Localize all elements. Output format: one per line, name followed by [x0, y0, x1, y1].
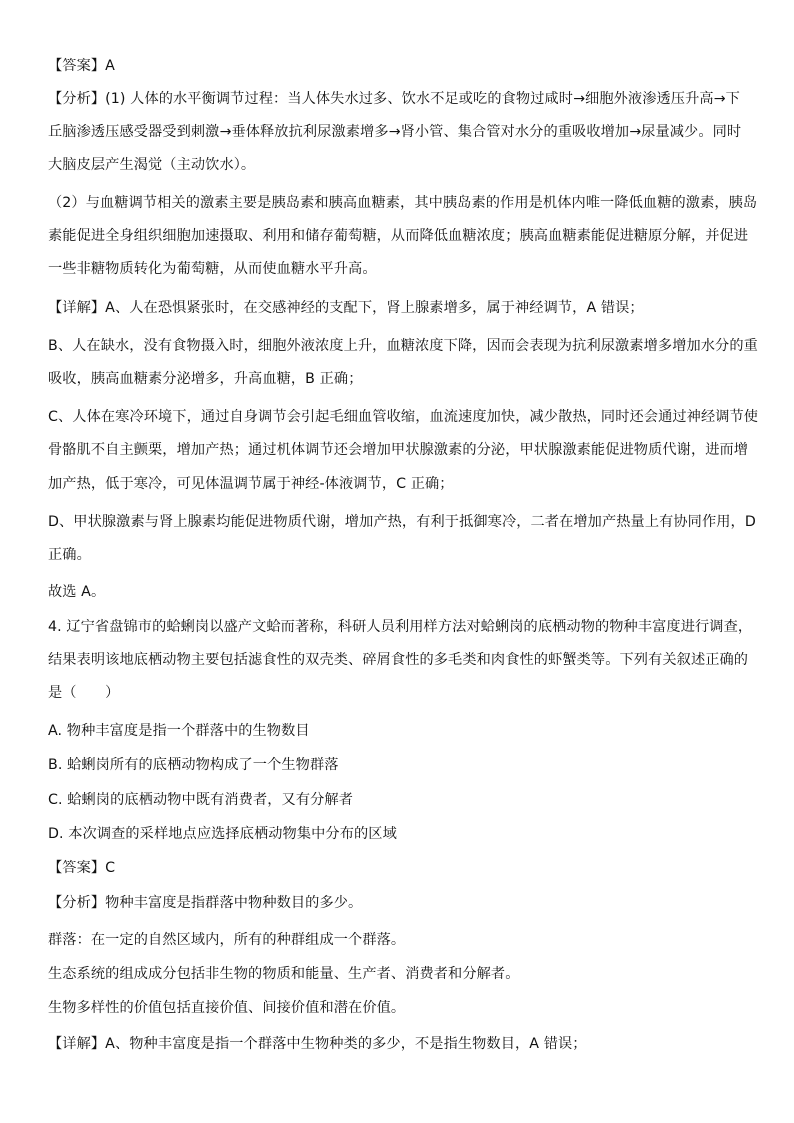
analysis-line: 群落：在一定的自然区域内，所有的种群组成一个群落。 [48, 932, 406, 948]
analysis-line: 大脑皮层产生渴觉（主动饮水）。 [48, 157, 256, 173]
detail-line: C、人体在寒冷环境下，通过自身调节会引起毛细血管收缩，血流速度加快，减少散热，同时还会通过神经调节使 [48, 409, 759, 425]
analysis-line: 丘脑渗透压感受器受到刺激→垂体释放抗利尿激素增多→肾小管、集合管对水分的重吸收增加→尿量减少。同时 [48, 124, 742, 140]
answer-line: 【答案】C [48, 860, 116, 876]
detail-line: 【详解】A、人在恐惧紧张时，在交感神经的支配下，肾上腺素增多，属于神经调节，A 错误； [48, 300, 644, 316]
analysis-line: 【分析】(1) 人体的水平衡调节过程：当人体失水过多、饮水不足或吃的食物过咸时→细胞外液渗透压升高→下 [48, 91, 740, 107]
analysis-line: （2）与血糖调节相关的激素主要是胰岛素和胰高血糖素，其中胰岛素的作用是机体内唯一降低血糖的激素，胰岛 [48, 195, 758, 211]
option-d: D. 本次调查的采样地点应选择底栖动物集中分布的区域 [48, 826, 397, 842]
detail-line: 吸收，胰高血糖素分泌增多，升高血糖，B 正确； [48, 371, 363, 387]
analysis-line: 生物多样性的价值包括直接价值、间接价值和潜在价值。 [48, 1000, 406, 1016]
detail-line: 【详解】A、物种丰富度是指一个群落中生物种类的多少，不是指生物数目，A 错误； [48, 1036, 587, 1052]
detail-line: B、人在缺水，没有食物摄入时，细胞外液浓度上升，血糖浓度下降，因而会表现为抗利尿激素增多增加水分的重 [48, 338, 758, 354]
option-a: A. 物种丰富度是指一个群落中的生物数目 [48, 723, 310, 739]
option-b: B. 蛤蜊岗所有的底栖动物构成了一个生物群落 [48, 757, 339, 773]
option-c: C. 蛤蜊岗的底栖动物中既有消费者，又有分解者 [48, 792, 353, 808]
conclusion-line: 故选 A。 [48, 584, 106, 600]
question-line: 4. 辽宁省盘锦市的蛤蜊岗以盛产文蛤而著称，科研人员利用样方法对蛤蜊岗的底栖动物的物种丰富度进行调查， [48, 619, 753, 635]
question-line: 是（ ） [48, 685, 120, 701]
answer-line: 【答案】A [48, 58, 115, 74]
analysis-line: 一些非糖物质转化为葡萄糖，从而使血糖水平升高。 [48, 261, 377, 277]
analysis-line: 生态系统的组成成分包括非生物的物质和能量、生产者、消费者和分解者。 [48, 966, 520, 982]
detail-line: 正确。 [48, 547, 91, 563]
detail-line: 加产热，低于寒冷，可见体温调节属于神经-体液调节，C 正确； [48, 476, 454, 492]
analysis-line: 素能促进全身组织细胞加速摄取、利用和储存葡萄糖，从而降低血糖浓度；胰高血糖素能促进糖原分解，并促进 [48, 228, 749, 244]
detail-line: 骨骼肌不自主颤栗，增加产热；通过机体调节还会增加甲状腺激素的分泌，甲状腺激素能促进物质代谢，进而增 [48, 442, 749, 458]
detail-line: D、甲状腺激素与肾上腺素均能促进物质代谢，增加产热，有利于抵御寒冷，二者在增加产热量上有协同作用，D [48, 514, 756, 530]
analysis-line: 【分析】物种丰富度是指群落中物种数目的多少。 [48, 895, 363, 911]
question-line: 结果表明该地底栖动物主要包括滤食性的双壳类、碎屑食性的多毛类和肉食性的虾蟹类等。下列有关叙述正确的 [48, 652, 749, 668]
